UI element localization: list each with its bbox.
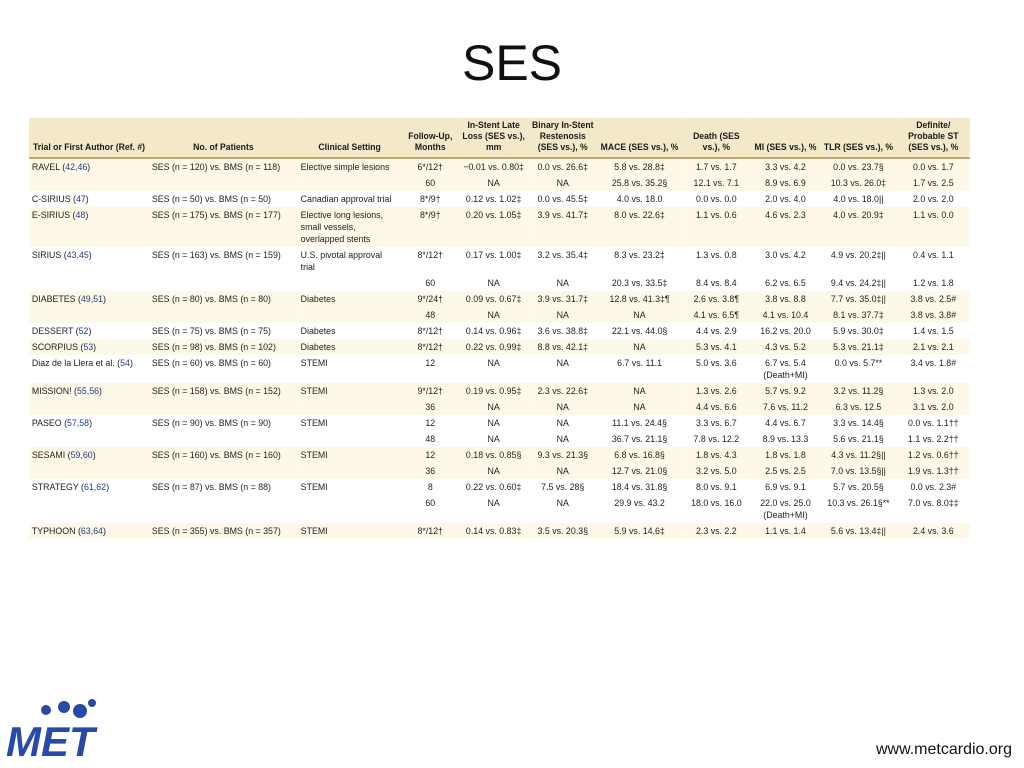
trial-name-close: ) bbox=[85, 194, 89, 204]
header-tlr: TLR (SES vs.), % bbox=[820, 118, 897, 158]
cell-patients bbox=[149, 175, 298, 191]
cell-patients: SES (n = 75) vs. BMS (n = 75) bbox=[149, 323, 298, 339]
cell-followup: 8 bbox=[401, 479, 459, 495]
cell-mi: 7.6 vs. 11.2 bbox=[751, 399, 820, 415]
cell-death: 0.0 vs. 0.0 bbox=[682, 191, 751, 207]
table-row bbox=[29, 447, 970, 463]
cell-late-loss: 0.22 vs. 0.60‡ bbox=[459, 479, 528, 495]
cell-patients: SES (n = 175) vs. BMS (n = 177) bbox=[149, 207, 298, 247]
header-mi: MI (SES vs.), % bbox=[751, 118, 820, 158]
cell-death: 1.1 vs. 0.6 bbox=[682, 207, 751, 247]
cell-setting: Diabetes bbox=[298, 339, 402, 355]
cell-st: 1.1 vs. 0.0 bbox=[897, 207, 970, 247]
cell-mi: 4.4 vs. 6.7 bbox=[751, 415, 820, 431]
cell-followup: 8*/12† bbox=[401, 323, 459, 339]
cell-setting: STEMI bbox=[298, 383, 402, 399]
cell-late-loss: NA bbox=[459, 355, 528, 383]
cell-death: 1.8 vs. 4.3 bbox=[682, 447, 751, 463]
table-row bbox=[29, 399, 970, 415]
cell-trial bbox=[29, 479, 149, 495]
reference-link[interactable]: 53 bbox=[83, 342, 94, 352]
cell-restenosis: 7.5 vs. 28§ bbox=[528, 479, 597, 495]
cell-followup: 12 bbox=[401, 447, 459, 463]
cell-tlr: 3.2 vs. 11.2§ bbox=[820, 383, 897, 399]
cell-mace: 12.7 vs. 21.0§ bbox=[597, 463, 681, 479]
cell-late-loss: 0.14 vs. 0.83‡ bbox=[459, 523, 528, 539]
table-row bbox=[29, 479, 970, 495]
cell-mace: 8.0 vs. 22.6‡ bbox=[597, 207, 681, 247]
table-row bbox=[29, 191, 970, 207]
trial-name: STRATEGY ( bbox=[31, 482, 84, 492]
cell-late-loss: NA bbox=[459, 275, 528, 291]
cell-setting: Diabetes bbox=[298, 323, 402, 339]
cell-late-loss: 0.17 vs. 1.00‡ bbox=[459, 247, 528, 275]
cell-st: 1.4 vs. 1.5 bbox=[897, 323, 970, 339]
cell-patients: SES (n = 50) vs. BMS (n = 50) bbox=[149, 191, 298, 207]
cell-patients: SES (n = 163) vs. BMS (n = 159) bbox=[149, 247, 298, 275]
cell-trial bbox=[29, 307, 149, 323]
cell-setting bbox=[298, 175, 402, 191]
table-body bbox=[29, 158, 970, 539]
table-row bbox=[29, 355, 970, 383]
cell-st: 7.0 vs. 8.0‡‡ bbox=[897, 495, 970, 523]
reference-link[interactable]: 52 bbox=[78, 326, 89, 336]
trial-name: SCORPIUS ( bbox=[31, 342, 84, 352]
cell-mi: 3.0 vs. 4.2 bbox=[751, 247, 820, 275]
header-death: Death (SES vs.), % bbox=[682, 118, 751, 158]
trial-name-close: ) bbox=[87, 162, 91, 172]
cell-restenosis: 0.0 vs. 45.5‡ bbox=[528, 191, 597, 207]
cell-trial bbox=[29, 383, 149, 399]
trial-name-close: ) bbox=[106, 482, 110, 492]
header-st: Definite/ Probable ST (SES vs.), % bbox=[897, 118, 970, 158]
cell-patients: SES (n = 60) vs. BMS (n = 60) bbox=[149, 355, 298, 383]
cell-trial bbox=[29, 415, 149, 431]
cell-tlr: 10.3 vs. 26.0‡ bbox=[820, 175, 897, 191]
cell-trial bbox=[29, 523, 149, 539]
trial-name-close: ) bbox=[92, 450, 96, 460]
cell-mi: 1.1 vs. 1.4 bbox=[751, 523, 820, 539]
cell-mace: 12.8 vs. 41.3‡¶ bbox=[597, 291, 681, 307]
cell-tlr: 4.3 vs. 11.2§|| bbox=[820, 447, 897, 463]
cell-tlr: 4.0 vs. 18.0|| bbox=[820, 191, 897, 207]
cell-st: 0.0 vs. 2.3# bbox=[897, 479, 970, 495]
cell-restenosis: 8.8 vs. 42.1‡ bbox=[528, 339, 597, 355]
cell-setting: STEMI bbox=[298, 415, 402, 431]
cell-death: 2.6 vs. 3.8¶ bbox=[682, 291, 751, 307]
cell-late-loss: NA bbox=[459, 495, 528, 523]
cell-late-loss: NA bbox=[459, 175, 528, 191]
trial-name: TYPHOON ( bbox=[31, 526, 81, 536]
cell-restenosis: 3.2 vs. 35.4‡ bbox=[528, 247, 597, 275]
trial-name-close: ) bbox=[85, 210, 89, 220]
cell-death: 1.7 vs. 1.7 bbox=[682, 158, 751, 175]
cell-mi: 8.9 vs. 6.9 bbox=[751, 175, 820, 191]
trial-name-close: ) bbox=[102, 294, 106, 304]
cell-patients bbox=[149, 495, 298, 523]
table-row bbox=[29, 247, 970, 275]
cell-patients: SES (n = 90) vs. BMS (n = 90) bbox=[149, 415, 298, 431]
cell-restenosis: NA bbox=[528, 399, 597, 415]
trial-name: E-SIRIUS ( bbox=[31, 210, 76, 220]
cell-mi: 4.6 vs. 2.3 bbox=[751, 207, 820, 247]
cell-mi: 8.9 vs. 13.3 bbox=[751, 431, 820, 447]
cell-trial bbox=[29, 247, 149, 275]
cell-setting: STEMI bbox=[298, 447, 402, 463]
table-row bbox=[29, 207, 970, 247]
cell-tlr: 10.3 vs. 26.1§** bbox=[820, 495, 897, 523]
cell-mace: 5.9 vs. 14.6‡ bbox=[597, 523, 681, 539]
cell-patients bbox=[149, 307, 298, 323]
cell-trial bbox=[29, 431, 149, 447]
cell-death: 8.0 vs. 9.1 bbox=[682, 479, 751, 495]
trials-table-container bbox=[29, 118, 1009, 539]
cell-trial bbox=[29, 463, 149, 479]
cell-setting: STEMI bbox=[298, 355, 402, 383]
cell-trial bbox=[29, 339, 149, 355]
cell-mace: 11.1 vs. 24.4§ bbox=[597, 415, 681, 431]
cell-followup: 8*/12† bbox=[401, 339, 459, 355]
logo-wordmark: MET bbox=[6, 718, 95, 760]
met-logo bbox=[4, 698, 100, 760]
cell-late-loss: 0.18 vs. 0.85§ bbox=[459, 447, 528, 463]
reference-link[interactable]: 63,64 bbox=[80, 526, 103, 536]
table-header-row bbox=[29, 118, 970, 158]
cell-mi: 6.2 vs. 6.5 bbox=[751, 275, 820, 291]
reference-link[interactable]: 57,58 bbox=[67, 418, 90, 428]
trial-name: PASEO ( bbox=[31, 418, 68, 428]
cell-tlr: 5.9 vs. 30.0‡ bbox=[820, 323, 897, 339]
cell-mi: 2.5 vs. 2.5 bbox=[751, 463, 820, 479]
trial-name-close: ) bbox=[88, 250, 92, 260]
cell-restenosis: 3.9 vs. 31.7‡ bbox=[528, 291, 597, 307]
cell-mi: 6.7 vs. 5.4 (Death+MI) bbox=[751, 355, 820, 383]
cell-late-loss: 0.12 vs. 1.02‡ bbox=[459, 191, 528, 207]
table-row bbox=[29, 523, 970, 539]
cell-death: 4.4 vs. 2.9 bbox=[682, 323, 751, 339]
cell-trial bbox=[29, 495, 149, 523]
trial-name: SIRIUS ( bbox=[31, 250, 67, 260]
cell-mace: NA bbox=[597, 399, 681, 415]
cell-st: 1.2 vs. 1.8 bbox=[897, 275, 970, 291]
header-trial: Trial or First Author (Ref. #) bbox=[29, 118, 149, 158]
cell-restenosis: NA bbox=[528, 495, 597, 523]
cell-death: 3.3 vs. 6.7 bbox=[682, 415, 751, 431]
cell-death: 7.8 vs. 12.2 bbox=[682, 431, 751, 447]
cell-late-loss: NA bbox=[459, 415, 528, 431]
cell-mace: 29.9 vs. 43.2 bbox=[597, 495, 681, 523]
cell-mi: 1.8 vs. 1.8 bbox=[751, 447, 820, 463]
header-followup: Follow-Up, Months bbox=[401, 118, 459, 158]
cell-death: 12.1 vs. 7.1 bbox=[682, 175, 751, 191]
cell-followup: 8*/9† bbox=[401, 191, 459, 207]
cell-tlr: 5.7 vs. 20.5§ bbox=[820, 479, 897, 495]
cell-setting bbox=[298, 275, 402, 291]
cell-setting bbox=[298, 431, 402, 447]
cell-death: 2.3 vs. 2.2 bbox=[682, 523, 751, 539]
cell-mi: 2.0 vs. 4.0 bbox=[751, 191, 820, 207]
reference-link[interactable]: 47 bbox=[75, 194, 86, 204]
cell-followup: 12 bbox=[401, 355, 459, 383]
cell-mace: 6.8 vs. 16.8§ bbox=[597, 447, 681, 463]
table-row bbox=[29, 291, 970, 307]
trial-name-close: ) bbox=[89, 418, 93, 428]
cell-death: 5.3 vs. 4.1 bbox=[682, 339, 751, 355]
cell-setting: Diabetes bbox=[298, 291, 402, 307]
cell-death: 4.4 vs. 6.6 bbox=[682, 399, 751, 415]
cell-followup: 60 bbox=[401, 275, 459, 291]
cell-mace: 18.4 vs. 31.8§ bbox=[597, 479, 681, 495]
cell-restenosis: 0.0 vs. 26.6‡ bbox=[528, 158, 597, 175]
table-row bbox=[29, 307, 970, 323]
cell-setting: STEMI bbox=[298, 479, 402, 495]
cell-death: 1.3 vs. 2.6 bbox=[682, 383, 751, 399]
cell-late-loss: 0.19 vs. 0.95‡ bbox=[459, 383, 528, 399]
cell-mace: 20.3 vs. 33.5‡ bbox=[597, 275, 681, 291]
trial-name-close: ) bbox=[88, 326, 92, 336]
trial-name: DIABETES ( bbox=[31, 294, 81, 304]
header-patients: No. of Patients bbox=[149, 118, 298, 158]
cell-trial bbox=[29, 191, 149, 207]
cell-mace: NA bbox=[597, 307, 681, 323]
cell-restenosis: NA bbox=[528, 415, 597, 431]
table-row bbox=[29, 339, 970, 355]
cell-trial bbox=[29, 399, 149, 415]
cell-followup: 12 bbox=[401, 415, 459, 431]
cell-restenosis: NA bbox=[528, 275, 597, 291]
cell-patients bbox=[149, 399, 298, 415]
cell-restenosis: 9.3 vs. 21.3§ bbox=[528, 447, 597, 463]
cell-patients: SES (n = 160) vs. BMS (n = 160) bbox=[149, 447, 298, 463]
cell-trial bbox=[29, 447, 149, 463]
cell-setting bbox=[298, 495, 402, 523]
cell-tlr: 7.0 vs. 13.5§|| bbox=[820, 463, 897, 479]
cell-late-loss: NA bbox=[459, 307, 528, 323]
cell-tlr: 6.3 vs. 12.5 bbox=[820, 399, 897, 415]
table-row bbox=[29, 463, 970, 479]
trial-name: SESAMI ( bbox=[31, 450, 71, 460]
trial-name: DESSERT ( bbox=[31, 326, 79, 336]
reference-link[interactable]: 59,60 bbox=[70, 450, 93, 460]
cell-tlr: 7.7 vs. 35.0‡|| bbox=[820, 291, 897, 307]
table-row bbox=[29, 158, 970, 175]
slide-title: SES bbox=[461, 35, 563, 91]
trial-name-close: ) bbox=[102, 526, 106, 536]
cell-mace: 6.7 vs. 11.1 bbox=[597, 355, 681, 383]
website-url[interactable]: www.metcardio.org bbox=[875, 741, 1012, 758]
cell-followup: 36 bbox=[401, 463, 459, 479]
cell-tlr: 5.6 vs. 21.1§ bbox=[820, 431, 897, 447]
reference-link[interactable]: 48 bbox=[75, 210, 86, 220]
cell-late-loss: 0.14 vs. 0.96‡ bbox=[459, 323, 528, 339]
table-row bbox=[29, 323, 970, 339]
cell-setting: Canadian approval trial bbox=[298, 191, 402, 207]
cell-late-loss: NA bbox=[459, 399, 528, 415]
cell-setting: Elective long lesions, small vessels, overlapped stents bbox=[298, 207, 402, 247]
cell-mi: 16.2 vs. 20.0 bbox=[751, 323, 820, 339]
header-setting: Clinical Setting bbox=[298, 118, 402, 158]
cell-st: 1.3 vs. 2.0 bbox=[897, 383, 970, 399]
cell-patients: SES (n = 355) vs. BMS (n = 357) bbox=[149, 523, 298, 539]
cell-death: 18.0 vs. 16.0 bbox=[682, 495, 751, 523]
table-row bbox=[29, 495, 970, 523]
cell-tlr: 0.0 vs. 23.7§ bbox=[820, 158, 897, 175]
cell-mace: NA bbox=[597, 383, 681, 399]
cell-followup: 60 bbox=[401, 175, 459, 191]
cell-trial bbox=[29, 275, 149, 291]
header-late-loss: In-Stent Late Loss (SES vs.), mm bbox=[459, 118, 528, 158]
trial-name-close: ) bbox=[99, 386, 102, 396]
reference-link[interactable]: 49,51 bbox=[80, 294, 103, 304]
cell-followup: 8*/12† bbox=[401, 523, 459, 539]
cell-trial bbox=[29, 207, 149, 247]
cell-followup: 48 bbox=[401, 307, 459, 323]
cell-trial bbox=[29, 175, 149, 191]
cell-mi: 4.1 vs. 10.4 bbox=[751, 307, 820, 323]
table-row bbox=[29, 275, 970, 291]
cell-patients: SES (n = 120) vs. BMS (n = 118) bbox=[149, 158, 298, 175]
cell-followup: 60 bbox=[401, 495, 459, 523]
cell-followup: 8*/9† bbox=[401, 207, 459, 247]
reference-link[interactable]: 54 bbox=[120, 358, 130, 368]
table-row bbox=[29, 383, 970, 399]
trial-name: C-SIRIUS ( bbox=[31, 194, 76, 204]
cell-tlr: 5.6 vs. 13.4‡|| bbox=[820, 523, 897, 539]
cell-patients bbox=[149, 463, 298, 479]
cell-tlr: 4.9 vs. 20.2‡|| bbox=[820, 247, 897, 275]
cell-trial bbox=[29, 291, 149, 307]
header-mace: MACE (SES vs.), % bbox=[597, 118, 681, 158]
cell-mi: 6.9 vs. 9.1 bbox=[751, 479, 820, 495]
cell-followup: 8*/12† bbox=[401, 247, 459, 275]
cell-st: 3.1 vs. 2.0 bbox=[897, 399, 970, 415]
cell-death: 5.0 vs. 3.6 bbox=[682, 355, 751, 383]
cell-mi: 22.0 vs. 25.0 (Death+MI) bbox=[751, 495, 820, 523]
header-restenosis: Binary In-Stent Restenosis (SES vs.), % bbox=[528, 118, 597, 158]
cell-mi: 3.3 vs. 4.2 bbox=[751, 158, 820, 175]
cell-st: 2.1 vs. 2.1 bbox=[897, 339, 970, 355]
cell-setting bbox=[298, 399, 402, 415]
cell-st: 2.0 vs. 2.0 bbox=[897, 191, 970, 207]
cell-restenosis: NA bbox=[528, 355, 597, 383]
cell-mace: 22.1 vs. 44.0§ bbox=[597, 323, 681, 339]
reference-link[interactable]: 42,46 bbox=[65, 162, 88, 172]
cell-restenosis: NA bbox=[528, 307, 597, 323]
cell-patients: SES (n = 98) vs. BMS (n = 102) bbox=[149, 339, 298, 355]
table-row bbox=[29, 415, 970, 431]
cell-restenosis: NA bbox=[528, 175, 597, 191]
cell-death: 8.4 vs. 8.4 bbox=[682, 275, 751, 291]
cell-patients bbox=[149, 431, 298, 447]
ses-trials-table bbox=[29, 118, 970, 539]
cell-tlr: 5.3 vs. 21.1‡ bbox=[820, 339, 897, 355]
cell-mace: 4.0 vs. 18.0 bbox=[597, 191, 681, 207]
cell-death: 1.3 vs. 0.8 bbox=[682, 247, 751, 275]
cell-tlr: 9.4 vs. 24.2‡|| bbox=[820, 275, 897, 291]
cell-setting: STEMI bbox=[298, 523, 402, 539]
cell-mace: 5.8 vs. 28.8‡ bbox=[597, 158, 681, 175]
cell-mace: 36.7 vs. 21.1§ bbox=[597, 431, 681, 447]
trial-name: RAVEL ( bbox=[31, 162, 66, 172]
cell-st: 3.4 vs. 1.8# bbox=[897, 355, 970, 383]
trial-name-close: ) bbox=[93, 342, 97, 352]
cell-st: 1.7 vs. 2.5 bbox=[897, 175, 970, 191]
cell-patients: SES (n = 87) vs. BMS (n = 88) bbox=[149, 479, 298, 495]
cell-st: 0.4 vs. 1.1 bbox=[897, 247, 970, 275]
cell-late-loss: 0.20 vs. 1.05‡ bbox=[459, 207, 528, 247]
cell-late-loss: 0.09 vs. 0.67‡ bbox=[459, 291, 528, 307]
cell-late-loss: 0.22 vs. 0.99‡ bbox=[459, 339, 528, 355]
reference-link[interactable]: 43,45 bbox=[66, 250, 89, 260]
cell-st: 2.4 vs. 3.6 bbox=[897, 523, 970, 539]
cell-trial bbox=[29, 158, 149, 175]
cell-restenosis: NA bbox=[528, 431, 597, 447]
cell-patients bbox=[149, 275, 298, 291]
cell-mace: NA bbox=[597, 339, 681, 355]
cell-st: 3.8 vs. 2.5# bbox=[897, 291, 970, 307]
cell-mace: 25.8 vs. 35.2§ bbox=[597, 175, 681, 191]
cell-tlr: 8.1 vs. 37.7‡ bbox=[820, 307, 897, 323]
cell-st: 1.9 vs. 1.3†† bbox=[897, 463, 970, 479]
cell-followup: 9*/12† bbox=[401, 383, 459, 399]
cell-tlr: 3.3 vs. 14.4§ bbox=[820, 415, 897, 431]
cell-mace: 8.3 vs. 23.2‡ bbox=[597, 247, 681, 275]
cell-followup: 6*/12† bbox=[401, 158, 459, 175]
cell-st: 0.0 vs. 1.1†† bbox=[897, 415, 970, 431]
cell-trial bbox=[29, 323, 149, 339]
cell-st: 3.8 vs. 3.8# bbox=[897, 307, 970, 323]
trial-name: Diaz de la Llera et al. ( bbox=[31, 358, 121, 368]
cell-restenosis: NA bbox=[528, 463, 597, 479]
cell-followup: 48 bbox=[401, 431, 459, 447]
cell-setting: Elective simple lesions bbox=[298, 158, 402, 175]
cell-restenosis: 3.5 vs. 20.3§ bbox=[528, 523, 597, 539]
cell-death: 4.1 vs. 6.5¶ bbox=[682, 307, 751, 323]
cell-setting bbox=[298, 307, 402, 323]
cell-late-loss: NA bbox=[459, 463, 528, 479]
cell-st: 1.2 vs. 0.6†† bbox=[897, 447, 970, 463]
cell-patients: SES (n = 158) vs. BMS (n = 152) bbox=[149, 383, 298, 399]
cell-followup: 9*/24† bbox=[401, 291, 459, 307]
reference-link[interactable]: 61,62 bbox=[83, 482, 107, 492]
cell-patients: SES (n = 80) vs. BMS (n = 80) bbox=[149, 291, 298, 307]
cell-restenosis: 2.3 vs. 22.6‡ bbox=[528, 383, 597, 399]
table-row bbox=[29, 431, 970, 447]
cell-tlr: 4.0 vs. 20.9‡ bbox=[820, 207, 897, 247]
cell-setting: U.S. pivotal approval trial bbox=[298, 247, 402, 275]
cell-death: 3.2 vs. 5.0 bbox=[682, 463, 751, 479]
cell-late-loss: −0.01 vs. 0.80‡ bbox=[459, 158, 528, 175]
reference-link[interactable]: 55,56 bbox=[76, 386, 100, 396]
cell-setting bbox=[298, 463, 402, 479]
table-row bbox=[29, 175, 970, 191]
cell-mi: 5.7 vs. 9.2 bbox=[751, 383, 820, 399]
cell-mi: 4.3 vs. 5.2 bbox=[751, 339, 820, 355]
cell-mi: 3.8 vs. 8.8 bbox=[751, 291, 820, 307]
cell-st: 1.1 vs. 2.2†† bbox=[897, 431, 970, 447]
cell-tlr: 0.0 vs. 5.7** bbox=[820, 355, 897, 383]
cell-restenosis: 3.6 vs. 38.8‡ bbox=[528, 323, 597, 339]
cell-restenosis: 3.9 vs. 41.7‡ bbox=[528, 207, 597, 247]
trial-name-close: ) bbox=[129, 358, 133, 368]
cell-trial bbox=[29, 355, 149, 383]
trial-name: MISSION! ( bbox=[31, 386, 77, 396]
cell-st: 0.0 vs. 1.7 bbox=[897, 158, 970, 175]
cell-late-loss: NA bbox=[459, 431, 528, 447]
cell-followup: 36 bbox=[401, 399, 459, 415]
